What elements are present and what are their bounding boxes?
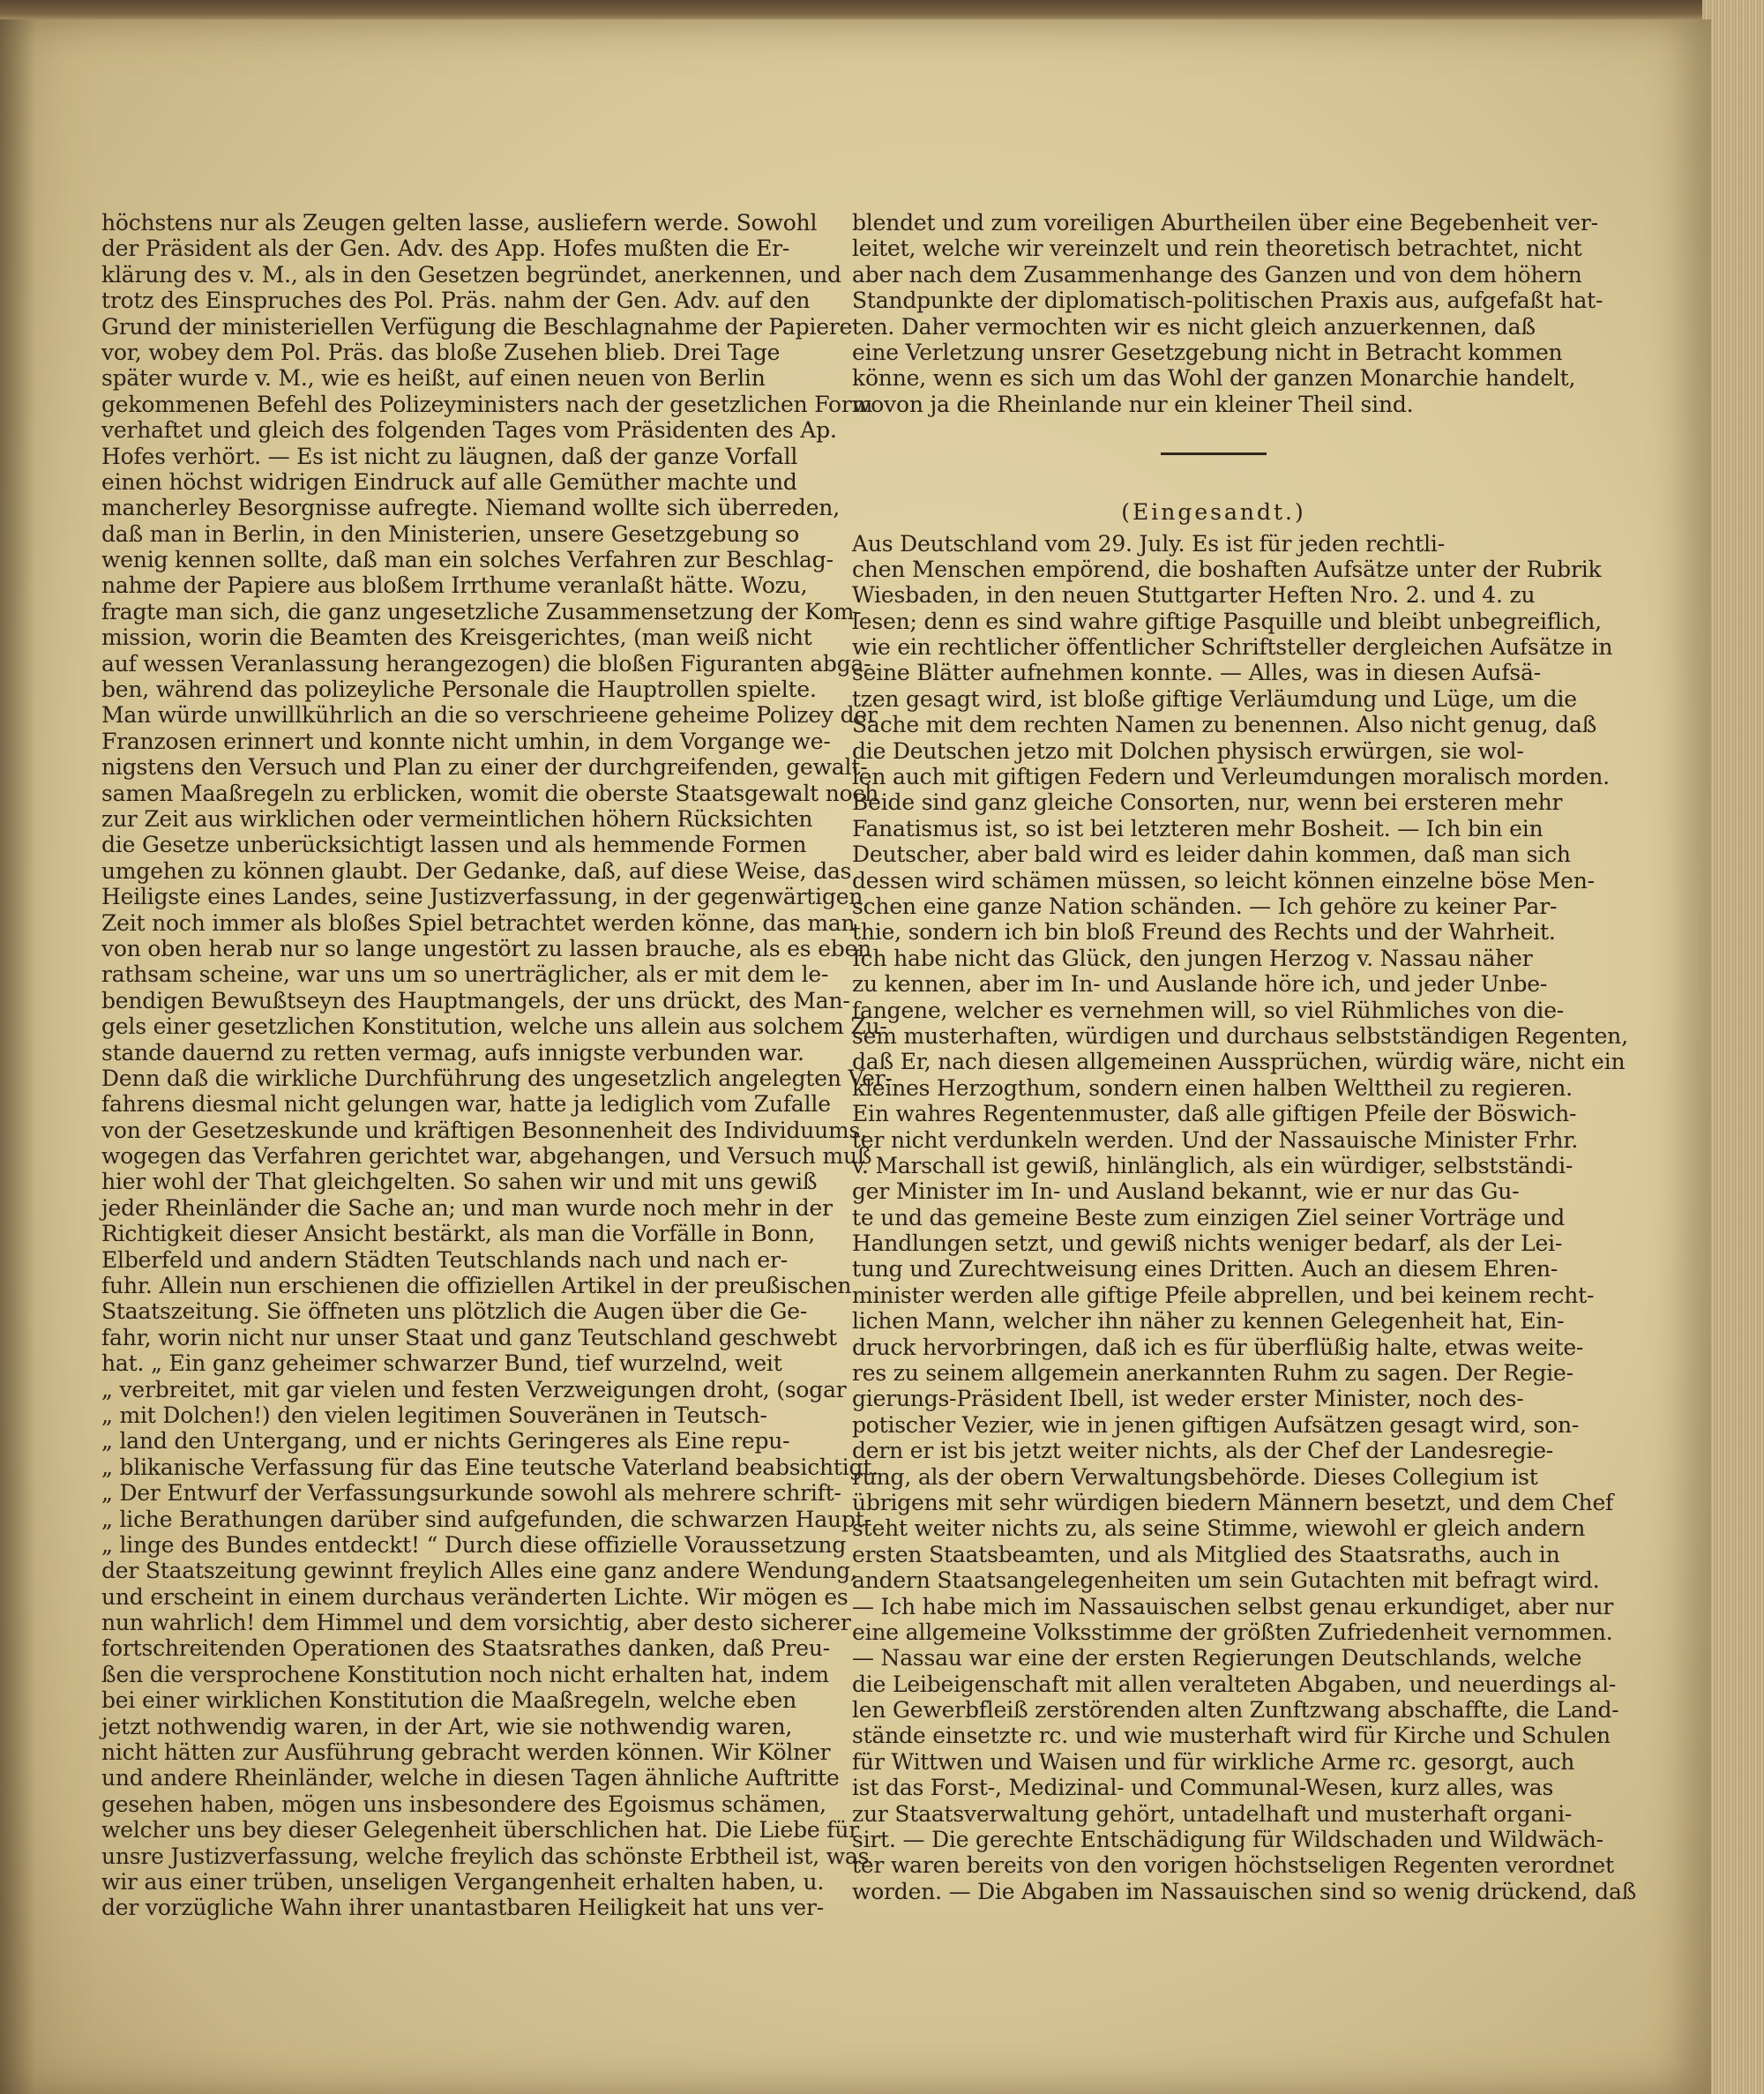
text-line: könne, wenn es sich um das Wohl der ganzen Monarchie handelt, bbox=[852, 365, 1576, 392]
text-line: unsre Justizverfassung, welche freylich das schönste Erbtheil ist, was bbox=[101, 1843, 870, 1869]
text-line: verhaftet und gleich des folgenden Tages vom Präsidenten des Ap. bbox=[101, 417, 837, 444]
text-line: gierungs-Präsident Ibell, ist weder erster Minister, noch des- bbox=[852, 1386, 1524, 1412]
text-line: fragte man sich, die ganz ungesetzliche Zusammensetzung der Kom- bbox=[101, 598, 862, 624]
text-line: Sache mit dem rechten Namen zu benennen. Also nicht genug, daß bbox=[852, 712, 1597, 738]
text-line: nicht hätten zur Ausführung gebracht werden können. Wir Kölner bbox=[101, 1739, 831, 1766]
text-line: len auch mit giftigen Federn und Verleumdungen moralisch morden. bbox=[852, 764, 1610, 790]
text-line: Hofes verhört. — Es ist nicht zu läugnen, daß der ganze Vorfall bbox=[101, 443, 798, 469]
text-line: daß Er, nach diesen allgemeinen Aussprüchen, würdig wäre, nicht ein bbox=[852, 1049, 1626, 1075]
text-line: Deutscher, aber bald wird es leider dahin kommen, daß man sich bbox=[852, 841, 1571, 868]
text-line: bendigen Bewußtseyn des Hauptmangels, der uns drückt, des Man- bbox=[101, 987, 850, 1013]
text-line: jetzt nothwendig waren, in der Art, wie sie nothwendig waren, bbox=[101, 1713, 793, 1739]
text-line: vor, wobey dem Pol. Präs. das bloße Zusehen blieb. Drei Tage bbox=[101, 339, 781, 365]
right-text-column bbox=[852, 210, 1637, 1904]
text-line: „ Der Entwurf der Verfassungsurkunde sowohl als mehrere schrift- bbox=[101, 1480, 841, 1507]
text-line: mission, worin die Beamten des Kreisgerichtes, (man weiß nicht bbox=[101, 624, 812, 651]
text-line: stände einsetzte rc. und wie musterhaft wird für Kirche und Schulen bbox=[852, 1723, 1611, 1749]
text-line: wovon ja die Rheinlande nur ein kleiner Theil sind. bbox=[852, 391, 1414, 417]
text-line: Man würde unwillkührlich an die so verschrieene geheime Polizey der bbox=[101, 702, 878, 729]
text-line: Ein wahres Regentenmuster, daß alle giftigen Pfeile der Böswich- bbox=[852, 1101, 1577, 1127]
text-line: fuhr. Allein nun erschienen die offiziellen Artikel in der preußischen bbox=[101, 1273, 852, 1299]
text-line: aber nach dem Zusammenhange des Ganzen und von dem höhern bbox=[852, 261, 1582, 288]
text-line: Wiesbaden, in den neuen Stuttgarter Heften Nro. 2. und 4. zu bbox=[852, 582, 1536, 609]
text-line: Aus Deutschland vom 29. July. Es ist für jeden rechtli- bbox=[852, 530, 1445, 557]
text-line: übrigens mit sehr würdigen biedern Männern besetzt, und dem Chef bbox=[852, 1489, 1614, 1515]
text-line: fangene, welcher es vernehmen will, so viel Rühmliches von die- bbox=[852, 997, 1565, 1023]
text-line: „ verbreitet, mit gar vielen und festen Verzweigungen droht, (sogar bbox=[101, 1376, 847, 1402]
text-line: rung, als der obern Verwaltungsbehörde. Dieses Collegium ist bbox=[852, 1463, 1538, 1490]
text-line: zur Staatsverwaltung gehört, untadelhaft und musterhaft organi- bbox=[852, 1800, 1573, 1827]
right-column-top-paragraph bbox=[852, 210, 1603, 417]
text-line: später wurde v. M., wie es heißt, auf einen neuen von Berlin bbox=[101, 365, 766, 392]
text-line: ersten Staatsbeamten, und als Mitglied des Staatsraths, auch in bbox=[852, 1541, 1560, 1567]
text-line: fortschreitenden Operationen des Staatsrathes danken, daß Preu- bbox=[101, 1635, 830, 1662]
text-line: res zu seinem allgemein anerkannten Ruhm zu sagen. Der Regie- bbox=[852, 1360, 1573, 1387]
text-line: auf wessen Veranlassung herangezogen) die bloßen Figuranten abga- bbox=[101, 650, 871, 677]
text-line: mancherley Besorgnisse aufregte. Niemand wollte sich überreden, bbox=[101, 495, 840, 521]
text-line: Denn daß die wirkliche Durchführung des ungesetzlich angelegten Ver- bbox=[101, 1065, 893, 1091]
text-line: einen höchst widrigen Eindruck auf alle Gemüther machte und bbox=[101, 468, 797, 495]
text-line: klärung des v. M., als in den Gesetzen begründet, anerkennen, und bbox=[101, 261, 841, 288]
text-line: der Staatszeitung gewinnt freylich Alles eine ganz andere Wendung, bbox=[101, 1558, 857, 1584]
text-line: ben, während das polizeyliche Personale die Hauptrollen spielte. bbox=[101, 677, 817, 703]
text-line: seine Blätter aufnehmen konnte. — Alles, was in diesen Aufsä- bbox=[852, 660, 1541, 686]
text-line: Heiligste eines Landes, seine Justizverfassung, in der gegenwärtigen bbox=[101, 884, 863, 910]
text-line: gels einer gesetzlichen Konstitution, welche uns allein aus solchem Zu- bbox=[101, 1013, 887, 1040]
text-line: nigstens den Versuch und Plan zu einer der durchgreifenden, gewalt- bbox=[101, 754, 868, 781]
right-column-article bbox=[852, 530, 1637, 1905]
text-line: jeder Rheinländer die Sache an; und man wurde noch mehr in der bbox=[101, 1194, 833, 1221]
text-line: dern er ist bis jetzt weiter nichts, als der Chef der Landesregie- bbox=[852, 1438, 1554, 1464]
binding-gutter bbox=[0, 19, 35, 2094]
text-line: zur Zeit aus wirklichen oder vermeintlichen höhern Rücksichten bbox=[101, 805, 813, 832]
text-line: tung und Zurechtweisung eines Dritten. Auch an diesem Ehren- bbox=[852, 1256, 1558, 1283]
text-line: von der Gesetzeskunde und kräftigen Besonnenheit des Individuums, bbox=[101, 1117, 867, 1143]
text-line: die Gesetze unberücksichtigt lassen und als hemmende Formen bbox=[101, 832, 807, 858]
text-line: „ land den Untergang, und er nichts Geringeres als Eine repu- bbox=[101, 1428, 790, 1455]
text-line: Ich habe nicht das Glück, den jungen Herzog v. Nassau näher bbox=[852, 945, 1533, 971]
text-line: Standpunkte der diplomatisch-politischen Praxis aus, aufgefaßt hat- bbox=[852, 288, 1603, 314]
text-line: wogegen das Verfahren gerichtet war, abgehangen, und Versuch muß bbox=[101, 1143, 872, 1170]
text-line: potischer Vezier, wie in jenen giftigen Aufsätzen gesagt wird, son- bbox=[852, 1411, 1580, 1438]
text-line: schen eine ganze Nation schänden. — Ich gehöre zu keiner Par- bbox=[852, 893, 1558, 919]
section-heading: (Eingesandt.) bbox=[1121, 499, 1306, 526]
text-line: blendet und zum voreiligen Aburtheilen über eine Begebenheit ver- bbox=[852, 210, 1598, 236]
text-line: von oben herab nur so lange ungestört zu lassen brauche, als es eben bbox=[101, 935, 872, 961]
text-line: sirt. — Die gerechte Entschädigung für Wildschaden und Wildwäch- bbox=[852, 1827, 1603, 1853]
text-line: Fanatismus ist, so ist bei letzteren mehr Bosheit. — Ich bin ein bbox=[852, 815, 1544, 841]
text-line: te und das gemeine Beste zum einzigen Ziel seiner Vorträge und bbox=[852, 1204, 1566, 1230]
text-line: der Präsident als der Gen. Adv. des App. Hofes mußten die Er- bbox=[101, 236, 790, 262]
text-line: tzen gesagt wird, ist bloße giftige Verläumdung und Lüge, um die bbox=[852, 685, 1577, 712]
text-line: chen Menschen empörend, die boshaften Aufsätze unter der Rubrik bbox=[852, 556, 1602, 582]
text-line: dessen wird schämen müssen, so leicht können einzelne böse Men- bbox=[852, 867, 1595, 894]
section-divider bbox=[1161, 452, 1267, 455]
text-line: Staatszeitung. Sie öffneten uns plötzlich die Augen über die Ge- bbox=[101, 1298, 808, 1325]
text-line: Zeit noch immer als bloßes Spiel betrachtet werden könne, das man bbox=[101, 909, 856, 936]
text-line: eine allgemeine Volksstimme der größten Zufriedenheit vernommen. bbox=[852, 1619, 1613, 1645]
text-line: steht weiter nichts zu, als seine Stimme, wiewohl er gleich andern bbox=[852, 1515, 1586, 1542]
text-line: die Deutschen jetzo mit Dolchen physisch erwürgen, sie wol- bbox=[852, 737, 1524, 764]
text-line: daß man in Berlin, in den Ministerien, unsere Gesetzgebung so bbox=[101, 520, 800, 547]
text-line: leitet, welche wir vereinzelt und rein theoretisch betrachtet, nicht bbox=[852, 236, 1582, 262]
text-line: hier wohl der That gleichgelten. So sahen wir und mit uns gewiß bbox=[101, 1169, 818, 1195]
text-line: wir aus einer trüben, unseligen Vergangenheit erhalten haben, u. bbox=[101, 1869, 825, 1895]
text-line: „ linge des Bundes entdeckt! “ Durch diese offizielle Voraussetzung bbox=[101, 1531, 847, 1558]
text-line: — Ich habe mich im Nassauischen selbst genau erkundiget, aber nur bbox=[852, 1593, 1614, 1619]
text-line: nun wahrlich! dem Himmel und dem vorsichtig, aber desto sicherer bbox=[101, 1610, 851, 1636]
text-line: fahr, worin nicht nur unser Staat und ganz Teutschland geschwebt bbox=[101, 1324, 837, 1350]
text-line: eine Verletzung unsrer Gesetzgebung nicht in Betracht kommen bbox=[852, 339, 1563, 365]
text-line: welcher uns bey dieser Gelegenheit überschlichen hat. Die Liebe für bbox=[101, 1817, 859, 1843]
text-line: lesen; denn es sind wahre giftige Pasquille und bleibt unbegreiflich, bbox=[852, 608, 1602, 634]
text-line: worden. — Die Abgaben im Nassauischen sind so wenig drückend, daß bbox=[852, 1878, 1637, 1904]
text-line: samen Maaßregeln zu erblicken, womit die oberste Staatsgewalt noch bbox=[101, 780, 879, 806]
text-line: stande dauernd zu retten vermag, aufs innigste verbunden war. bbox=[101, 1039, 804, 1066]
text-line: ßen die versprochene Konstitution noch nicht erhalten hat, indem bbox=[101, 1661, 829, 1687]
text-line: Handlungen setzt, und gewiß nichts weniger bedarf, als der Lei- bbox=[852, 1230, 1563, 1257]
text-line: kleines Herzogthum, sondern einen halben Welttheil zu regieren. bbox=[852, 1074, 1573, 1101]
text-line: andern Staatsangelegenheiten um sein Gutachten mit befragt wird. bbox=[852, 1567, 1600, 1594]
text-line: thie, sondern ich bin bloß Freund des Rechts und der Wahrheit. bbox=[852, 919, 1556, 946]
text-line: — Nassau war eine der ersten Regierungen Deutschlands, welche bbox=[852, 1645, 1582, 1671]
text-line: len Gewerbfleiß zerstörenden alten Zunftzwang abschaffte, die Land- bbox=[852, 1697, 1619, 1724]
page-edges bbox=[1702, 0, 1764, 2094]
text-line: wenig kennen sollte, daß man ein solches Verfahren zur Beschlag- bbox=[101, 547, 833, 573]
text-line: gekommenen Befehl des Polizeyministers nach der gesetzlichen Form bbox=[101, 391, 873, 417]
text-line: zu kennen, aber im In- und Auslande höre ich, und jeder Unbe- bbox=[852, 971, 1548, 998]
text-line: und erscheint in einem durchaus veränderten Lichte. Wir mögen es bbox=[101, 1583, 848, 1610]
text-line: fahrens diesmal nicht gelungen war, hatte ja lediglich vom Zufalle bbox=[101, 1091, 831, 1118]
text-line: hat. „ Ein ganz geheimer schwarzer Bund, tief wurzelnd, weit bbox=[101, 1350, 782, 1377]
text-line: „ blikanische Verfassung für das Eine teutsche Vaterland beabsichtigt. bbox=[101, 1454, 878, 1480]
text-line: ten. Daher vermochten wir es nicht gleich anzuerkennen, daß bbox=[852, 313, 1536, 340]
text-line: die Leibeigenschaft mit allen veralteten Abgaben, und neuerdings al- bbox=[852, 1671, 1617, 1697]
text-line: ter nicht verdunkeln werden. Und der Nassauische Minister Frhr. bbox=[852, 1126, 1579, 1153]
text-line: „ mit Dolchen!) den vielen legitimen Souveränen in Teutsch- bbox=[101, 1402, 767, 1428]
text-line: „ liche Berathungen darüber sind aufgefunden, die schwarzen Haupt- bbox=[101, 1506, 871, 1532]
text-line: nahme der Papiere aus bloßem Irrthume veranlaßt hätte. Wozu, bbox=[101, 572, 808, 599]
text-line: ter waren bereits von den vorigen höchstseligen Regenten verordnet bbox=[852, 1852, 1614, 1879]
text-line: wie ein rechtlicher öffentlicher Schriftsteller dergleichen Aufsätze in bbox=[852, 634, 1613, 661]
text-line: Grund der ministeriellen Verfügung die Beschlagnahme der Papiere bbox=[101, 313, 853, 340]
text-line: gesehen haben, mögen uns insbesondere des Egoismus schämen, bbox=[101, 1791, 826, 1817]
text-line: v. Marschall ist gewiß, hinlänglich, als ein würdiger, selbstständi- bbox=[852, 1152, 1573, 1178]
text-line: der vorzügliche Wahn ihrer unantastbaren Heiligkeit hat uns ver- bbox=[101, 1895, 824, 1921]
text-line: rathsam scheine, war uns um so unerträglicher, als er mit dem le- bbox=[101, 961, 829, 988]
text-line: lichen Mann, welcher ihn näher zu kennen Gelegenheit hat, Ein- bbox=[852, 1308, 1565, 1335]
text-line: trotz des Einspruches des Pol. Präs. nahm der Gen. Adv. auf den bbox=[101, 288, 811, 314]
text-line: sem musterhaften, würdigen und durchaus selbstständigen Regenten, bbox=[852, 1022, 1628, 1049]
text-line: und andere Rheinländer, welche in diesen Tagen ähnliche Auftritte bbox=[101, 1765, 840, 1791]
text-line: Beide sind ganz gleiche Consorten, nur, wenn bei ersteren mehr bbox=[852, 789, 1563, 816]
text-line: höchstens nur als Zeugen gelten lasse, ausliefern werde. Sowohl bbox=[101, 210, 818, 236]
text-line: Richtigkeit dieser Ansicht bestärkt, als man die Vorfälle in Bonn, bbox=[101, 1221, 816, 1247]
text-line: umgehen zu können glaubt. Der Gedanke, daß, auf diese Weise, das bbox=[101, 857, 852, 884]
text-line: bei einer wirklichen Konstitution die Maaßregeln, welche eben bbox=[101, 1687, 796, 1714]
text-line: druck hervorbringen, daß ich es für überflüßig halte, etwas weite- bbox=[852, 1334, 1584, 1360]
text-line: Elberfeld und andern Städten Teutschlands nach und nach er- bbox=[101, 1246, 788, 1273]
text-line: für Wittwen und Waisen und für wirkliche Arme rc. gesorgt, auch bbox=[852, 1748, 1575, 1775]
text-line: minister werden alle giftige Pfeile abprellen, und bei keinem recht- bbox=[852, 1282, 1595, 1308]
text-line: ist das Forst-, Medizinal- und Communal-Wesen, kurz alles, was bbox=[852, 1775, 1554, 1801]
text-line: ger Minister im In- und Ausland bekannt, wie er nur das Gu- bbox=[852, 1178, 1520, 1205]
left-text-column bbox=[101, 210, 893, 1921]
text-line: Franzosen erinnert und konnte nicht umhin, in dem Vorgange we- bbox=[101, 728, 831, 754]
